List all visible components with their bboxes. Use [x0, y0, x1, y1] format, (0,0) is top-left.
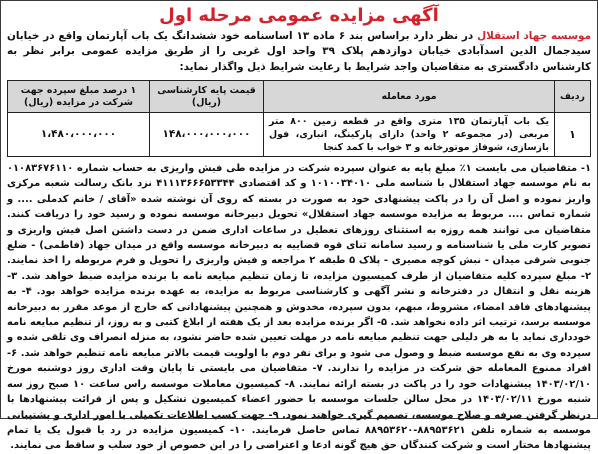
condition-item: ۸- کمیسیون معاملات موسسه راس ساعت ۱۰ صبح روز سه شنبه مورخ ۱۴۰۳/۰۲/۱۱ در محل سالن جلسات موسسه با حضور اعضاء کمیسیون تشکیل و پس از قرائت پیشنهادها با درنظر گرفتن صرفه و صلاح موسسه، تصمیم گیری خواهند نمود. — [7, 378, 592, 421]
intro-paragraph — [7, 29, 591, 77]
auction-table — [7, 80, 591, 157]
notice-title: آگهی مزایده عمومی مرحله اول — [159, 5, 439, 26]
header-row-number: ردیف — [555, 81, 591, 113]
condition-item: ۷- متقاضیان می بایستی تا پایان وقت اداری روز دوشنبه مورخ ۱۴۰۳/۰۲/۱۰ پیشنهادات خود را در پاکت در بسته ارائه نمایند. — [7, 363, 591, 390]
header-base-price: قیمت پایه کارشناسی (ریال) — [150, 81, 264, 113]
header-item: مورد معامله — [264, 81, 555, 113]
row-number: ۱ — [555, 113, 591, 157]
deposit-amount: ۱،۴۸۰،۰۰۰،۰۰۰ — [8, 113, 150, 157]
conditions-paragraph — [7, 161, 592, 452]
condition-item: ۲- مبلغ سپرده کلیه متقاضیان از طرف کمیسیون مزایده، تا زمان تنظیم مبایعه نامه با برنده مزایده ضبط خواهد شد. — [21, 270, 591, 282]
condition-item: ۵- اگر برنده مزایده بعد از یک هفته از ابلاغ کتبی و به روز، از تنظیم مبایعه نامه خودداری نماید یا به هر دلیلی جهت تنظیم مبایعه نامه در مهلت تعیین شده حاضر نشود، به منزله انصراف وی تلقی شده و سپرده وی به نفع موسسه ضبط و وصول می شود و برای نفر دوم با اولویت قیمت بالاتر مبایعه نامه تنظیم خواهد شد. — [7, 317, 591, 359]
condition-item: ۹- جهت کسب اطلاعات تکمیلی با امور اداری و پشتیبانی موسسه به شماره تلفن ۸۸۹۵۳۶۲۱-۸۸۹۵۳۶۲۰ تماس حاصل فرمایند. — [7, 409, 591, 436]
condition-item: ۶- افراد ممنوع المعامله حق شرکت در مزایده را ندارند. — [7, 347, 591, 375]
table-header-row — [8, 81, 591, 113]
condition-item: ۱۰- کمیسیون مزایده در رد یا قبول یک یا تمام پیشنهادها مختار است و شرکت کنندگان حق هیچ گونه ادعا و اعتراضی را در این خصوص از خود سلب و ساقط می نمایند. — [7, 424, 591, 452]
table-row — [8, 113, 591, 157]
item-description: یک باب آپارتمان ۱۳۵ متری واقع در قطعه زمین ۸۰۰ متر مربعی (در مجموعه ۲ واحد) دارای پارکینگ، انباری، فول بازسازی، شوفاژ موتورخانه و ۳ خواب با کمد کنجا — [264, 113, 555, 157]
condition-item: ۳- هزینه نقل و انتقال در دفترخانه و نشر آگهی و کارشناسی مربوط به مزایده، به عهده برنده مزایده خواهد بود. — [7, 270, 591, 298]
base-price: ۱۴۸،۰۰۰،۰۰۰،۰۰۰ — [150, 113, 264, 157]
condition-item: ۱- متقاضیان می بایست ۱٪ مبلغ پایه به عنوان سپرده شرکت در مزایده طی فیش واریزی به حساب شماره ۰۱۰۸۳۶۷۶۱۱۰ به نام موسسه جهاد استقلال با شناسه ملی ۱۰۱۰۰۳۴۰۱۰ و کد اقتصادی ۴۱۱۱۳۶۶۶۵۳۳۴۴ نزد بانک رسالت شعبه مرکزی واریز نموده و اصل آن را در پاکت پیشنهادی خود به صورت در بسته که روی آن نوشته شده «آقای / خانم کدملی .... و شماره تماس .... مربوط به مزایده موسسه جهاد استقلال» تحویل دبیرخانه موسسه نموده و رسید خود را دریافت کنند. متقاضیان می توانند همه روزه به استثنای روزهای تعطیل در ساعات اداری ضمن در دست داشتن اصل فیش واریزی و تصویر کارت ملی یا شناسنامه و رسید سامانه ثنای قوه قضاییه به دبیرخانه موسسه واقع در میدان جهاد (فاطمی) - ضلع جنوبی شرقی میدان - نبش کوچه مصیری - پلاک ۵ طبقه ۲ مراجعه و فیش واریزی را تحویل و فرم مربوطه را اخذ نمایند. — [7, 163, 592, 267]
condition-item: ۴- به پیشنهادهای فاقد امضاء، مشروط، مبهم، بدون سپرده، مخدوش و همچنین پیشنهاداتی که خارج از موعد مقرر به دبیرخانه موسسه برسد، ترتیب اثر داده نخواهد شد. — [7, 286, 591, 329]
intro-text: در نظر دارد براساس بند ۶ ماده ۱۳ اساسنامه خود ششدانگ یک باب آپارتمان واقع در خیابان سیدجمال الدین اسدآبادی خیابان دوازدهم پلاک ۳۹ واحد اول غربی را از طریق مزایده عمومی برابر نظر به کارشناس دادگستری به متقاضیان واجد شرایط با رعایت شرایط ذیل واگذار نماید: — [7, 30, 592, 73]
organization-name: موسسه جهاد استقلال — [477, 30, 592, 42]
header-deposit: ۱ درصد مبلغ سپرده جهت شرکت در مزایده (ریال) — [8, 81, 150, 113]
